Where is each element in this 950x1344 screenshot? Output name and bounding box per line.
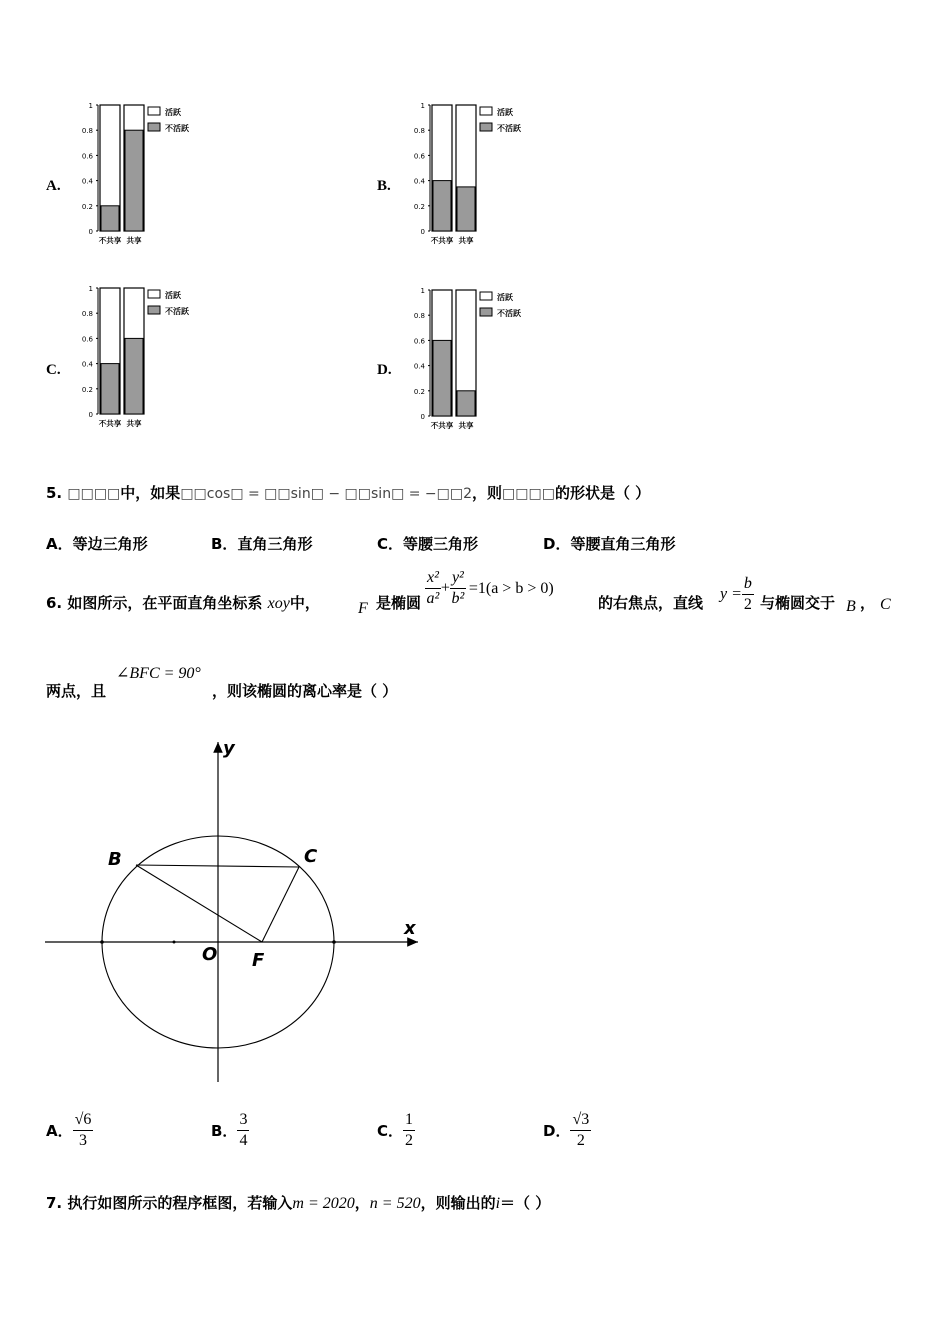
bar-inactive-segment <box>457 187 475 231</box>
q5-option-c-label: C． <box>377 535 404 553</box>
chart-y-tick-label: 0.8 <box>81 127 93 136</box>
q6-option-a <box>46 1110 93 1151</box>
line-equation <box>720 574 754 615</box>
q5-text-2: ，则 <box>472 484 503 502</box>
q7-i-symbol: i <box>495 1195 501 1212</box>
q5-option-b-text: 直角三角形 <box>237 535 313 553</box>
q5-garbled-1: □□□□ <box>67 486 121 502</box>
q6-option-c <box>377 1110 415 1151</box>
q5-option-c-text: 等腰三角形 <box>403 535 479 553</box>
q6-option-c-label: C． <box>377 1122 404 1140</box>
q5-number: 5. <box>46 484 63 502</box>
chart-y-tick-label: 0.2 <box>81 385 93 394</box>
q5-garbled-3: □□□□ <box>502 486 555 502</box>
legend-label: 活跃 <box>497 293 513 302</box>
legend-swatch-active <box>480 292 492 300</box>
q7-text-1: 执行如图所示的程序框图，若输入 <box>67 1194 293 1212</box>
q6-text-6: 两点，且 <box>46 682 107 700</box>
q7-text-2: ，则输出的 <box>420 1194 496 1212</box>
bar-inactive-segment <box>433 181 451 231</box>
chart-y-tick-label: 0.2 <box>81 202 93 211</box>
q6-option-c-num: 1 <box>403 1110 415 1131</box>
bar-inactive-segment <box>457 391 475 416</box>
chart-y-tick-label: 0.8 <box>81 310 93 319</box>
legend-label: 活跃 <box>165 291 181 300</box>
q6-number: 6. <box>46 594 63 612</box>
legend-label: 活跃 <box>497 108 513 117</box>
ellipse-rhs: =1(a > b > 0) <box>468 579 554 597</box>
q6-text-7: ，则该椭圆的离心率是（ ） <box>212 682 398 700</box>
y-axis-label: y <box>223 738 235 759</box>
bar-inactive-segment <box>433 340 451 416</box>
chart-y-tick-label: 0.6 <box>81 152 93 161</box>
segment-cf <box>262 867 299 942</box>
chart-y-tick-label: 0 <box>88 411 93 419</box>
bar-chart-b <box>408 95 538 255</box>
q7-separator: ， <box>354 1194 370 1212</box>
line-lhs: y = <box>720 585 742 603</box>
q6-text-1: 如图所示，在平面直角坐标系 <box>67 594 263 612</box>
chart-y-tick-label: 0.8 <box>413 312 425 321</box>
q5-option-b <box>211 533 312 554</box>
q7-m-value: m = 2020 <box>292 1195 355 1212</box>
chart-category-label: 不共享 <box>98 419 122 428</box>
bar-inactive-segment <box>125 130 143 231</box>
chart-y-tick-label: 0 <box>420 413 425 421</box>
legend-swatch-inactive <box>480 123 492 131</box>
chart-y-tick-label: 0.4 <box>81 177 93 186</box>
legend-swatch-inactive <box>148 123 160 131</box>
chart-y-tick-label: 0.2 <box>413 387 425 396</box>
bar-chart-c <box>76 278 206 438</box>
ellipse-equation <box>425 568 554 609</box>
chart-y-tick-label: 0.6 <box>81 335 93 344</box>
chart-y-tick-label: 0.4 <box>413 362 425 371</box>
q5-option-a <box>46 533 148 554</box>
frac-y2-b2 <box>450 568 466 609</box>
q5-option-c <box>377 533 478 554</box>
option-c-label: C. <box>46 362 61 378</box>
q6-option-a-num: √6 <box>73 1110 94 1131</box>
q6-option-b-den: 4 <box>239 1132 248 1149</box>
q6-option-b-num: 3 <box>237 1110 249 1131</box>
q6-f-symbol: F <box>358 600 368 617</box>
angle-bfc: ∠BFC = 90° <box>116 665 201 682</box>
q6-option-d <box>543 1110 591 1151</box>
bar-inactive-segment <box>101 364 119 414</box>
bar-chart-d <box>408 280 538 440</box>
q6-option-a-frac <box>73 1110 94 1151</box>
q5-garbled-2: □□cos□ = □□sin□ − □□sin□ = −□□2 <box>180 486 473 502</box>
frac-b-2 <box>742 574 754 615</box>
x-axis-label: x <box>404 918 416 939</box>
q6-option-c-den: 2 <box>405 1132 414 1149</box>
q5-option-d-text: 等腰直角三角形 <box>570 535 676 553</box>
q6-option-b-label: B． <box>211 1122 238 1140</box>
chart-category-label: 不共享 <box>98 236 122 245</box>
right-vertex-point <box>332 940 336 944</box>
legend-label: 不活跃 <box>165 307 189 316</box>
legend-swatch-inactive <box>148 306 160 314</box>
q6-option-d-label: D． <box>543 1122 571 1140</box>
q6-text-4: 的右焦点，直线 <box>598 594 704 612</box>
q6-text-2: 中， <box>289 594 320 612</box>
chart-category-label: 共享 <box>458 236 474 245</box>
q6-text-3: 是椭圆 <box>376 594 422 612</box>
chart-y-tick-label: 1 <box>420 102 425 110</box>
legend-swatch-active <box>480 107 492 115</box>
chart-category-label: 不共享 <box>430 236 454 245</box>
q5-option-b-label: B． <box>211 535 238 553</box>
chart-y-tick-label: 0 <box>420 228 425 236</box>
left-vertex-point <box>100 940 104 944</box>
frac-a2: a² <box>426 590 440 607</box>
q6-option-d-frac <box>570 1110 591 1151</box>
frac-2: 2 <box>743 596 752 613</box>
legend-swatch-inactive <box>480 308 492 316</box>
q6-option-a-den: 3 <box>79 1132 87 1149</box>
chart-y-tick-label: 1 <box>420 287 425 295</box>
frac-x2: x² <box>425 568 441 589</box>
point-o-label: O <box>202 944 218 965</box>
q5-text-3: 的形状是（ ） <box>554 484 651 502</box>
q7-n-value: n = 520 <box>369 1195 421 1212</box>
chart-category-label: 共享 <box>458 421 474 430</box>
chart-y-tick-label: 1 <box>88 285 93 293</box>
bar-inactive-segment <box>125 338 143 414</box>
q6-text-5: 与椭圆交于 <box>760 594 836 612</box>
question-7 <box>46 1192 550 1213</box>
point-c-label: C <box>304 846 318 867</box>
legend-label: 不活跃 <box>497 309 521 318</box>
option-b-label: B. <box>377 178 391 194</box>
option-d-label: D. <box>377 362 392 378</box>
legend-label: 活跃 <box>165 108 181 117</box>
q6-option-d-den: 2 <box>576 1132 585 1149</box>
q6-option-b <box>211 1110 249 1151</box>
legend-swatch-active <box>148 107 160 115</box>
q6-option-c-frac <box>403 1110 415 1151</box>
frac-y2: y² <box>450 568 466 589</box>
chart-y-tick-label: 0.6 <box>413 337 425 346</box>
chart-y-tick-label: 1 <box>88 102 93 110</box>
q6-option-d-num: √3 <box>570 1110 591 1131</box>
q6-option-a-label: A． <box>46 1122 73 1140</box>
q5-text-1: 中，如果 <box>120 484 181 502</box>
q7-number: 7. <box>46 1194 63 1212</box>
q5-option-d <box>543 533 675 554</box>
chart-y-tick-label: 0.4 <box>81 360 93 369</box>
bar-chart-a <box>76 95 206 255</box>
q5-option-a-label: A． <box>46 535 73 553</box>
q6-c-symbol: C <box>880 596 891 613</box>
option-a-label: A. <box>46 178 61 194</box>
chart-y-tick-label: 0.8 <box>413 127 425 136</box>
q6-b-symbol: B <box>846 598 856 615</box>
q5-option-d-label: D． <box>543 535 571 553</box>
chart-category-label: 共享 <box>126 236 142 245</box>
left-focus-point <box>173 941 176 944</box>
question-5 <box>46 482 650 503</box>
chart-category-label: 共享 <box>126 419 142 428</box>
q7-text-3: ＝（ ） <box>500 1194 551 1212</box>
q5-option-a-text: 等边三角形 <box>72 535 148 553</box>
legend-label: 不活跃 <box>165 124 189 133</box>
segment-bf <box>136 865 262 942</box>
q6-xoy: xoy <box>267 595 290 612</box>
q6-comma: ， <box>860 594 876 612</box>
frac-x2-a2 <box>425 568 441 609</box>
chart-y-tick-label: 0 <box>88 228 93 236</box>
legend-label: 不活跃 <box>497 124 521 133</box>
point-f-label: F <box>252 950 265 971</box>
frac-b: b <box>742 574 754 595</box>
chart-y-tick-label: 0.6 <box>413 152 425 161</box>
chart-y-tick-label: 0.4 <box>413 177 425 186</box>
legend-swatch-active <box>148 290 160 298</box>
chart-y-tick-label: 0.2 <box>413 202 425 211</box>
ellipse-figure <box>40 730 430 1090</box>
chart-category-label: 不共享 <box>430 421 454 430</box>
bar-inactive-segment <box>101 206 119 231</box>
question-6-line-1 <box>46 592 320 613</box>
plus-sign: + <box>440 579 450 597</box>
q6-option-b-frac <box>237 1110 249 1151</box>
frac-b2: b² <box>451 590 465 607</box>
point-b-label: B <box>108 849 122 870</box>
